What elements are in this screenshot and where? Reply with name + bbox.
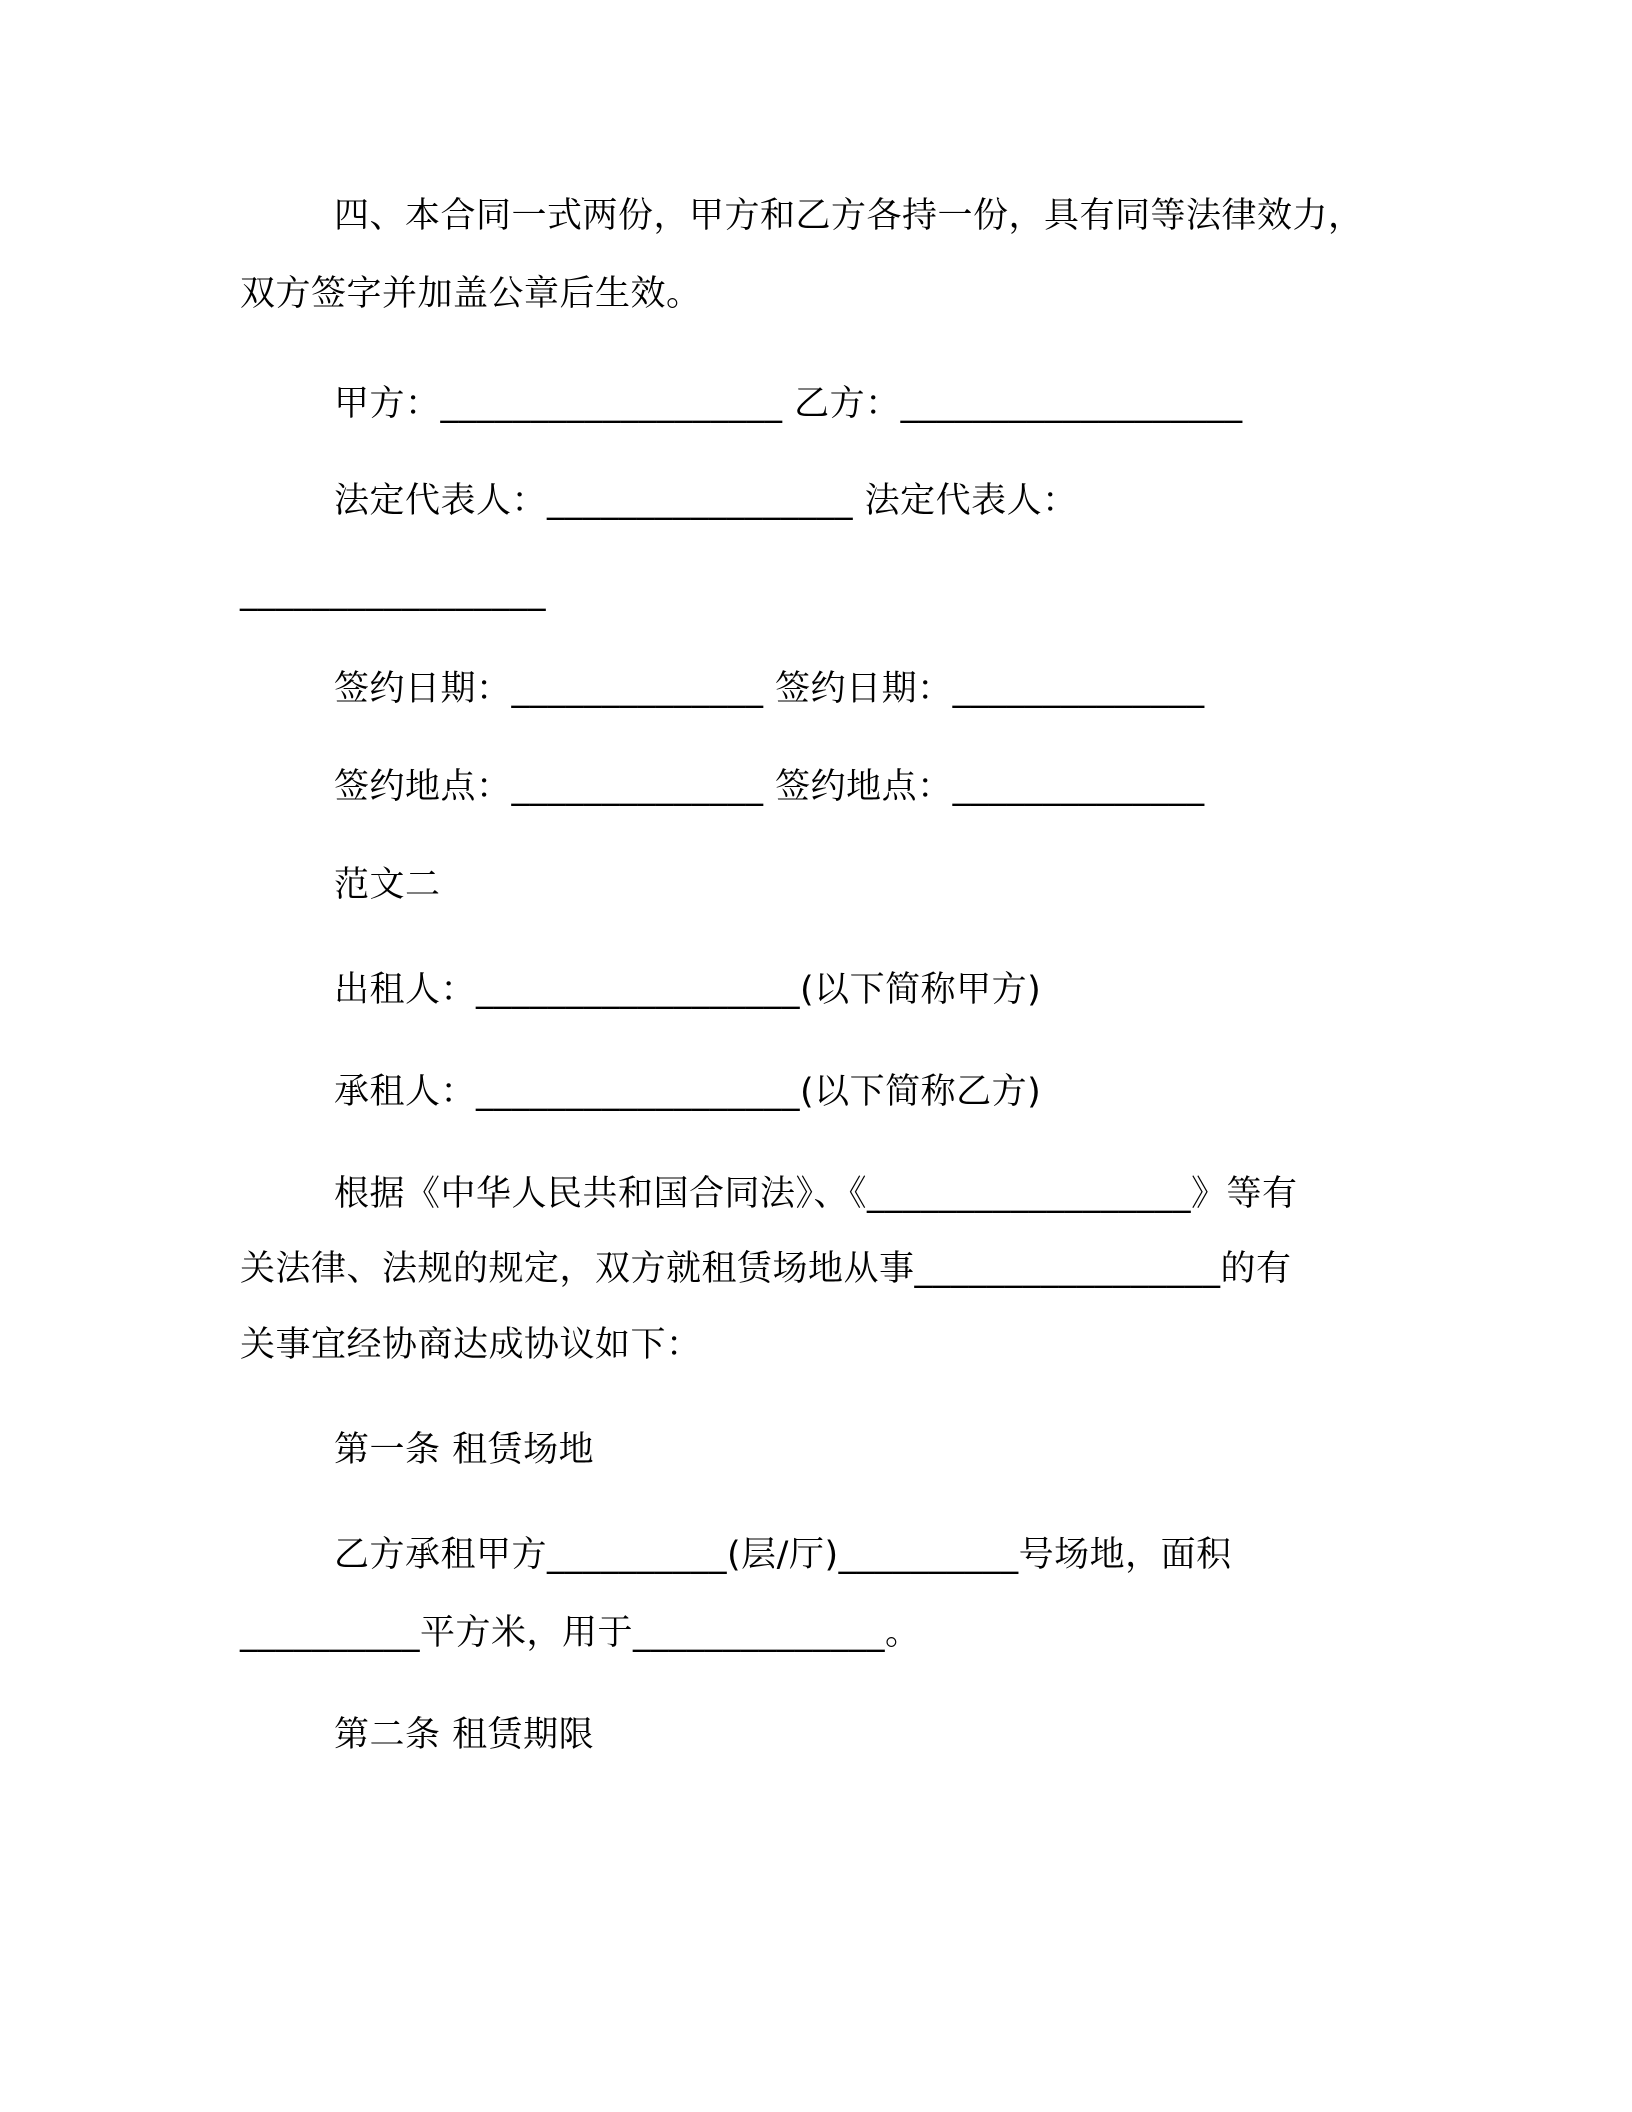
signing-place-line: 签约地点：______________ 签约地点：______________	[334, 767, 1205, 807]
clause-four-line-1: 四、本合同一式两份，甲方和乙方各持一份，具有同等法律效力，	[334, 196, 1364, 236]
legal-representative-line: 法定代表人：_________________ 法定代表人：	[334, 481, 1078, 521]
sample-two-heading: 范文二	[334, 865, 441, 905]
preamble-line-2: 关法律、法规的规定，双方就租赁场地从事_________________的有	[240, 1249, 1292, 1289]
legal-representative-blank: _________________	[240, 572, 546, 612]
signing-date-line: 签约日期：______________ 签约日期：______________	[334, 669, 1205, 709]
preamble-line-3: 关事宜经协商达成协议如下：	[240, 1325, 702, 1365]
clause-four-line-2: 双方签字并加盖公章后生效。	[240, 274, 702, 314]
article-one-text-1: 乙方承租甲方__________(层/厅)__________号场地，面积	[334, 1535, 1232, 1575]
lessee-line: 承租人：__________________(以下简称乙方)	[334, 1072, 1042, 1112]
article-two-heading: 第二条 租赁期限	[334, 1715, 595, 1755]
article-one-heading: 第一条 租赁场地	[334, 1430, 595, 1470]
article-one-text-2: __________平方米，用于______________。	[240, 1613, 921, 1653]
party-signature-line: 甲方：___________________ 乙方：___________________	[334, 384, 1243, 424]
lessor-line: 出租人：__________________(以下简称甲方)	[334, 970, 1042, 1010]
preamble-line-1: 根据《中华人民共和国合同法》、《__________________》等有	[334, 1174, 1298, 1214]
